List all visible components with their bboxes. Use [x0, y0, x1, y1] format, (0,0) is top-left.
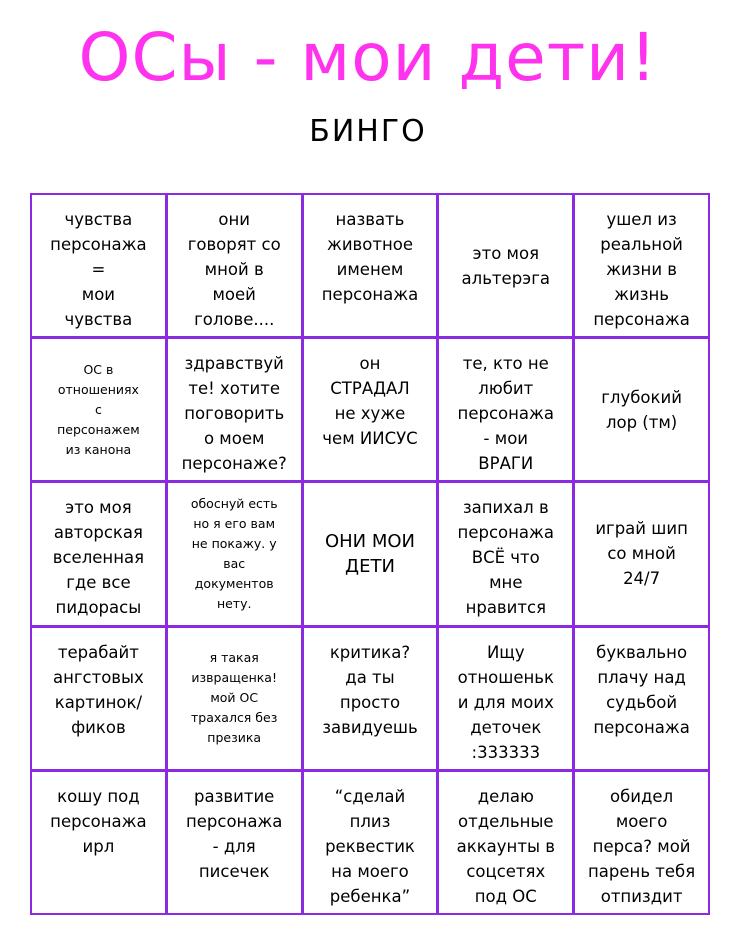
bingo-cell: он СТРАДАЛ не хуже чем ИИСУС: [304, 339, 437, 480]
bingo-cell: я такая извращенка! мой ОС трахался без презика: [168, 628, 301, 769]
bingo-cell: они говорят со мной в моей голове....: [168, 195, 301, 336]
page-title: ОСы - мои дети!: [78, 19, 658, 96]
bingo-cell: это моя альтерэга: [439, 195, 572, 336]
bingo-cell-center: ОНИ МОИ ДЕТИ: [304, 483, 437, 624]
bingo-cell: кошу под персонажа ирл: [32, 772, 165, 913]
bingo-cell: терабайт ангстовых картинок/ фиков: [32, 628, 165, 769]
bingo-cell: ушел из реальной жизни в жизнь персонажа: [575, 195, 708, 336]
bingo-cell: обоснуй есть но я его вам не покажу. у вас документов нету.: [168, 483, 301, 624]
bingo-cell: те, кто не любит персонажа - мои ВРАГИ: [439, 339, 572, 480]
bingo-cell: развитие персонажа - для писечек: [168, 772, 301, 913]
bingo-cell: Ищу отношеньк и для моих деточек :333333: [439, 628, 572, 769]
bingo-cell: играй шип со мной 24/7: [575, 483, 708, 624]
bingo-cell: глубокий лор (тм): [575, 339, 708, 480]
page-subtitle: БИНГО: [309, 114, 427, 149]
bingo-cell: “сделай плиз реквестик на моего ребенка”: [304, 772, 437, 913]
bingo-cell: запихал в персонажа ВСЁ что мне нравится: [439, 483, 572, 624]
bingo-cell: обидел моего перса? мой парень тебя отпиздит: [575, 772, 708, 913]
bingo-cell: буквально плачу над судьбой персонажа: [575, 628, 708, 769]
bingo-cell: критика? да ты просто завидуешь: [304, 628, 437, 769]
bingo-cell: это моя авторская вселенная где все пидорасы: [32, 483, 165, 624]
bingo-cell: ОС в отношениях с персонажем из канона: [32, 339, 165, 480]
bingo-cell: назвать животное именем персонажа: [304, 195, 437, 336]
bingo-cell: чувства персонажа = мои чувства: [32, 195, 165, 336]
bingo-grid: [30, 193, 710, 915]
bingo-cell: делаю отдельные аккаунты в соцсетях под ОС: [439, 772, 572, 913]
bingo-cell: здравствуй те! хотите поговорить о моем персонаже?: [168, 339, 301, 480]
